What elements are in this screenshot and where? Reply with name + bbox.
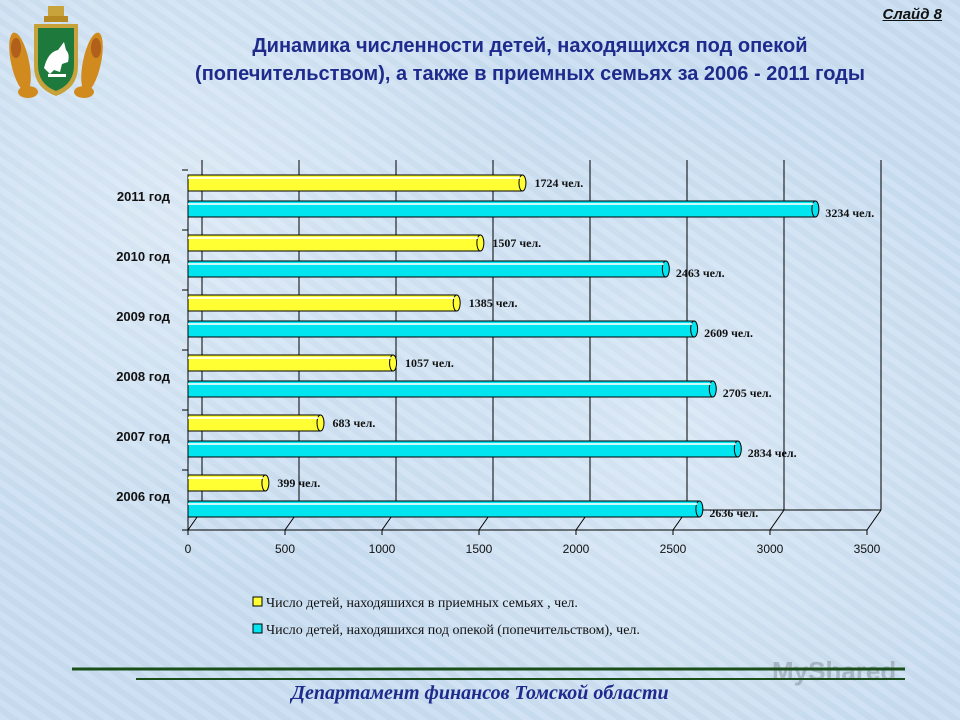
data-label-yellow: 1057 чел. [405, 356, 454, 370]
category-label: 2011 год [116, 189, 170, 204]
watermark: MyShared [772, 656, 897, 686]
data-label-cyan: 2705 чел. [722, 386, 772, 400]
title-line-1: Динамика численности детей, находящихся под опекой [252, 35, 808, 57]
data-label-cyan: 2636 чел. [709, 506, 759, 520]
legend-label: Число детей, находяшихся в приемных семьях , чел. [266, 596, 578, 611]
category-label: 2008 год [116, 369, 170, 384]
x-tick-label: 500 [274, 542, 296, 556]
data-label-cyan: 2834 чел. [747, 446, 797, 460]
data-label-yellow: 1724 чел. [534, 176, 584, 190]
category-label: 2010 год [116, 249, 170, 264]
category-label: 2009 год [116, 309, 170, 324]
slide-number: Слайд 8 [882, 6, 942, 23]
category-label: 2007 год [116, 429, 170, 444]
data-label-yellow: 399 чел. [277, 476, 321, 490]
data-label-yellow: 1507 чел. [492, 236, 542, 250]
data-label-yellow: 683 чел. [332, 416, 376, 430]
data-label-yellow: 1385 чел. [468, 296, 518, 310]
data-label-cyan: 2463 чел. [675, 266, 725, 280]
title-line-2: (попечительством), а также в приемных семьях за 2006 - 2011 годы [195, 63, 865, 85]
x-tick-label: 1000 [368, 542, 396, 556]
x-tick-label: 3000 [756, 542, 784, 556]
x-tick-label: 2500 [659, 542, 687, 556]
x-tick-label: 3500 [853, 542, 881, 556]
x-tick-label: 2000 [562, 542, 590, 556]
x-tick-label: 0 [184, 542, 192, 556]
data-label-cyan: 3234 чел. [825, 206, 875, 220]
legend-label: Число детей, находяшихся под опекой (попечительством), чел. [266, 623, 640, 638]
footer-department: Департамент финансов Томской области [291, 682, 669, 704]
x-tick-label: 1500 [465, 542, 493, 556]
category-label: 2006 год [116, 489, 170, 504]
data-label-cyan: 2609 чел. [704, 326, 753, 340]
